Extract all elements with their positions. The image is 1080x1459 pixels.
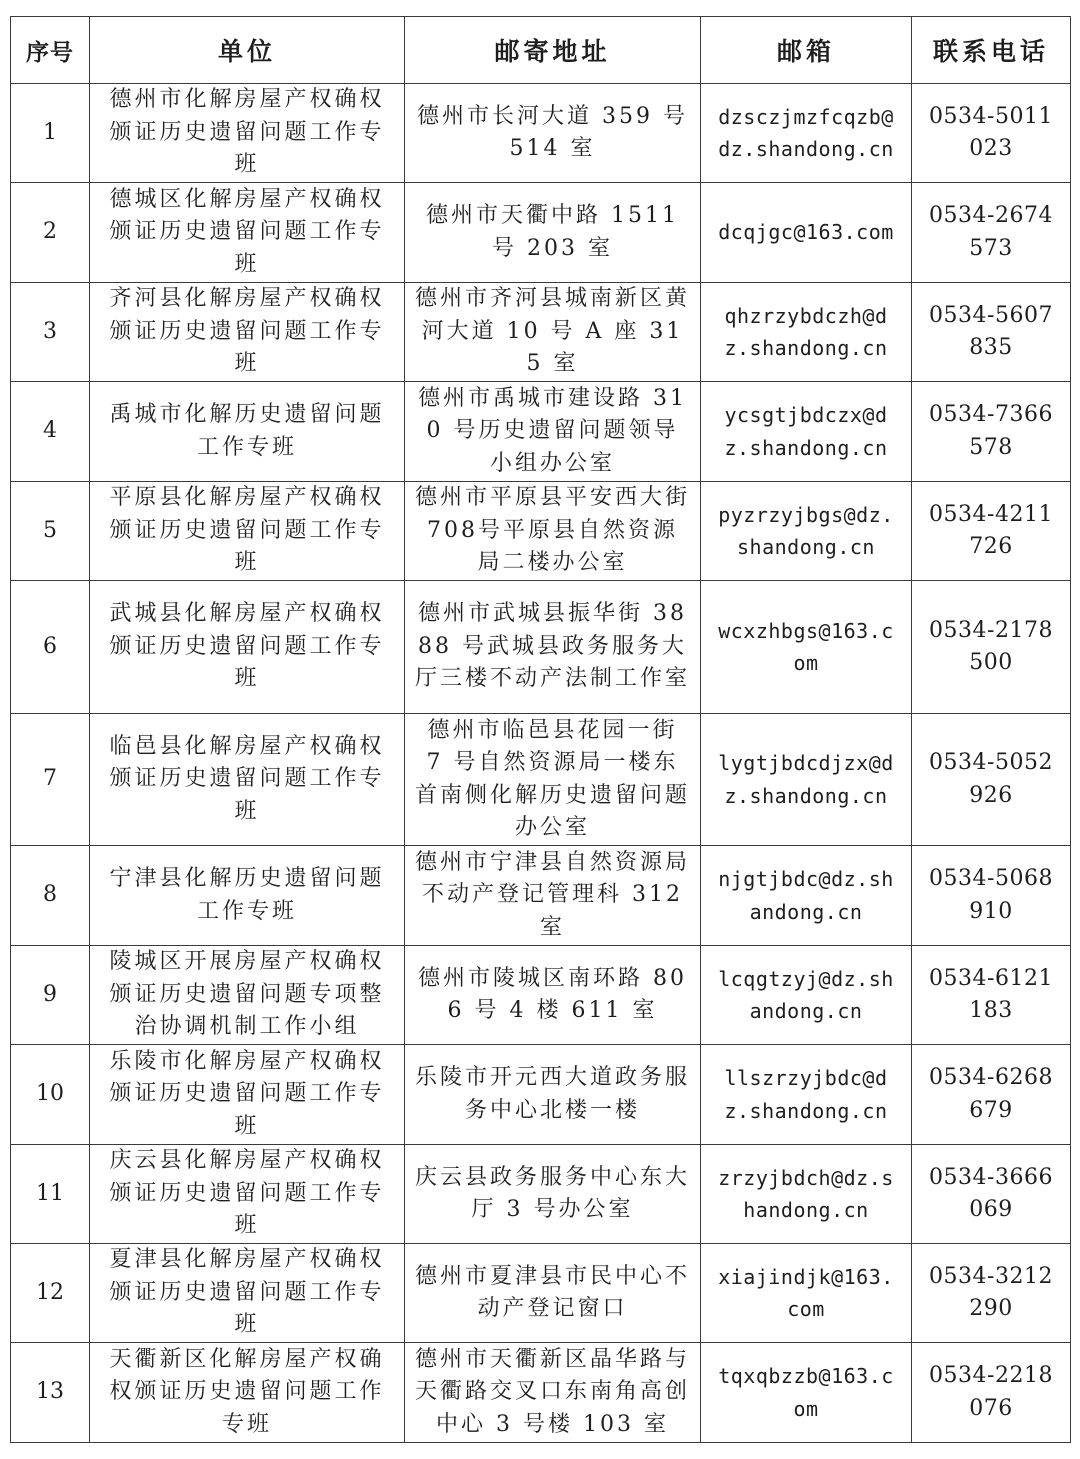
table-body [11,84,1071,1443]
table-row [11,1045,1071,1145]
row-no: 9 [11,946,90,1045]
table-row [11,482,1071,581]
row-address: 乐陵市开元西大道政务服务中心北楼一楼 [405,1045,701,1145]
header-phone: 联系电话 [912,17,1071,84]
table-header [11,17,1071,84]
row-unit: 庆云县化解房屋产权确权颁证历史遗留问题工作专班 [90,1145,405,1244]
row-no: 1 [11,84,90,183]
row-email[interactable]: llszrzyjbdc@dz.shandong.cn [701,1045,912,1145]
row-address: 德州市夏津县市民中心不动产登记窗口 [405,1244,701,1343]
row-address: 德州市长河大道 359 号 514 室 [405,84,701,183]
row-unit: 平原县化解房屋产权确权颁证历史遗留问题工作专班 [90,482,405,581]
table-row [11,283,1071,382]
table-row [11,1343,1071,1443]
row-phone: 0534-2178500 [912,581,1071,714]
row-no: 6 [11,581,90,714]
row-unit: 天衢新区化解房屋产权确权颁证历史遗留问题工作专班 [90,1343,405,1443]
header-no: 序号 [11,17,90,84]
row-address: 德州市临邑县花园一街 7 号自然资源局一楼东首南侧化解历史遗留问题办公室 [405,714,701,846]
row-email[interactable]: ycsgtjbdczx@dz.shandong.cn [701,382,912,482]
header-email: 邮箱 [701,17,912,84]
row-no: 5 [11,482,90,581]
row-phone: 0534-7366578 [912,382,1071,482]
row-email[interactable]: qhzrzybdczh@dz.shandong.cn [701,283,912,382]
row-address: 庆云县政务服务中心东大厅 3 号办公室 [405,1145,701,1244]
row-address: 德州市禹城市建设路 310 号历史遗留问题领导小组办公室 [405,382,701,482]
row-phone: 0534-2218076 [912,1343,1071,1443]
row-unit: 宁津县化解历史遗留问题工作专班 [90,846,405,946]
row-no: 3 [11,283,90,382]
row-email[interactable]: lcqgtzyj@dz.shandong.cn [701,946,912,1045]
row-unit: 临邑县化解房屋产权确权颁证历史遗留问题工作专班 [90,714,405,846]
row-unit: 德州市化解房屋产权确权颁证历史遗留问题工作专班 [90,84,405,183]
row-address: 德州市平原县平安西大街708号平原县自然资源局二楼办公室 [405,482,701,581]
row-no: 13 [11,1343,90,1443]
row-address: 德州市天衢新区晶华路与天衢路交叉口东南角高创中心 3 号楼 103 室 [405,1343,701,1443]
row-phone: 0534-2674573 [912,183,1071,283]
row-address: 德州市陵城区南环路 806 号 4 楼 611 室 [405,946,701,1045]
row-phone: 0534-3666069 [912,1145,1071,1244]
row-address: 德州市宁津县自然资源局不动产登记管理科 312 室 [405,846,701,946]
row-email[interactable]: wcxzhbgs@163.com [701,581,912,714]
row-phone: 0534-5011023 [912,84,1071,183]
table-row [11,714,1071,846]
table-row [11,846,1071,946]
row-email[interactable]: dcqjgc@163.com [701,183,912,283]
row-address: 德州市武城县振华街 3888 号武城县政务服务大厅三楼不动产法制工作室 [405,581,701,714]
row-email[interactable]: pyzrzyjbgs@dz.shandong.cn [701,482,912,581]
row-email[interactable]: tqxqbzzb@163.com [701,1343,912,1443]
row-unit: 禹城市化解历史遗留问题工作专班 [90,382,405,482]
table-row [11,946,1071,1045]
row-email[interactable]: xiajindjk@163.com [701,1244,912,1343]
row-address: 德州市齐河县城南新区黄河大道 10 号 A 座 315 室 [405,283,701,382]
row-no: 10 [11,1045,90,1145]
row-no: 2 [11,183,90,283]
header-address: 邮寄地址 [405,17,701,84]
row-phone: 0534-3212290 [912,1244,1071,1343]
header-unit: 单位 [90,17,405,84]
row-phone: 0534-5052926 [912,714,1071,846]
row-unit: 陵城区开展房屋产权确权颁证历史遗留问题专项整治协调机制工作小组 [90,946,405,1045]
row-no: 12 [11,1244,90,1343]
row-unit: 乐陵市化解房屋产权确权颁证历史遗留问题工作专班 [90,1045,405,1145]
row-phone: 0534-5607835 [912,283,1071,382]
row-unit: 夏津县化解房屋产权确权颁证历史遗留问题工作专班 [90,1244,405,1343]
row-no: 7 [11,714,90,846]
table-row [11,84,1071,183]
table-row [11,382,1071,482]
header-row [11,17,1071,84]
row-email[interactable]: njgtjbdc@dz.shandong.cn [701,846,912,946]
table-row [11,1145,1071,1244]
table-row [11,581,1071,714]
row-no: 11 [11,1145,90,1244]
row-unit: 武城县化解房屋产权确权颁证历史遗留问题工作专班 [90,581,405,714]
row-no: 4 [11,382,90,482]
row-unit: 齐河县化解房屋产权确权颁证历史遗留问题工作专班 [90,283,405,382]
row-phone: 0534-6121183 [912,946,1071,1045]
row-email[interactable]: dzsczjmzfcqzb@dz.shandong.cn [701,84,912,183]
table-row [11,183,1071,283]
row-email[interactable]: lygtjbdcdjzx@dz.shandong.cn [701,714,912,846]
row-phone: 0534-5068910 [912,846,1071,946]
table-row [11,1244,1071,1343]
row-no: 8 [11,846,90,946]
row-phone: 0534-6268679 [912,1045,1071,1145]
row-phone: 0534-4211726 [912,482,1071,581]
row-unit: 德城区化解房屋产权确权颁证历史遗留问题工作专班 [90,183,405,283]
contact-table [10,16,1071,1443]
row-email[interactable]: zrzyjbdch@dz.shandong.cn [701,1145,912,1244]
row-address: 德州市天衢中路 1511 号 203 室 [405,183,701,283]
